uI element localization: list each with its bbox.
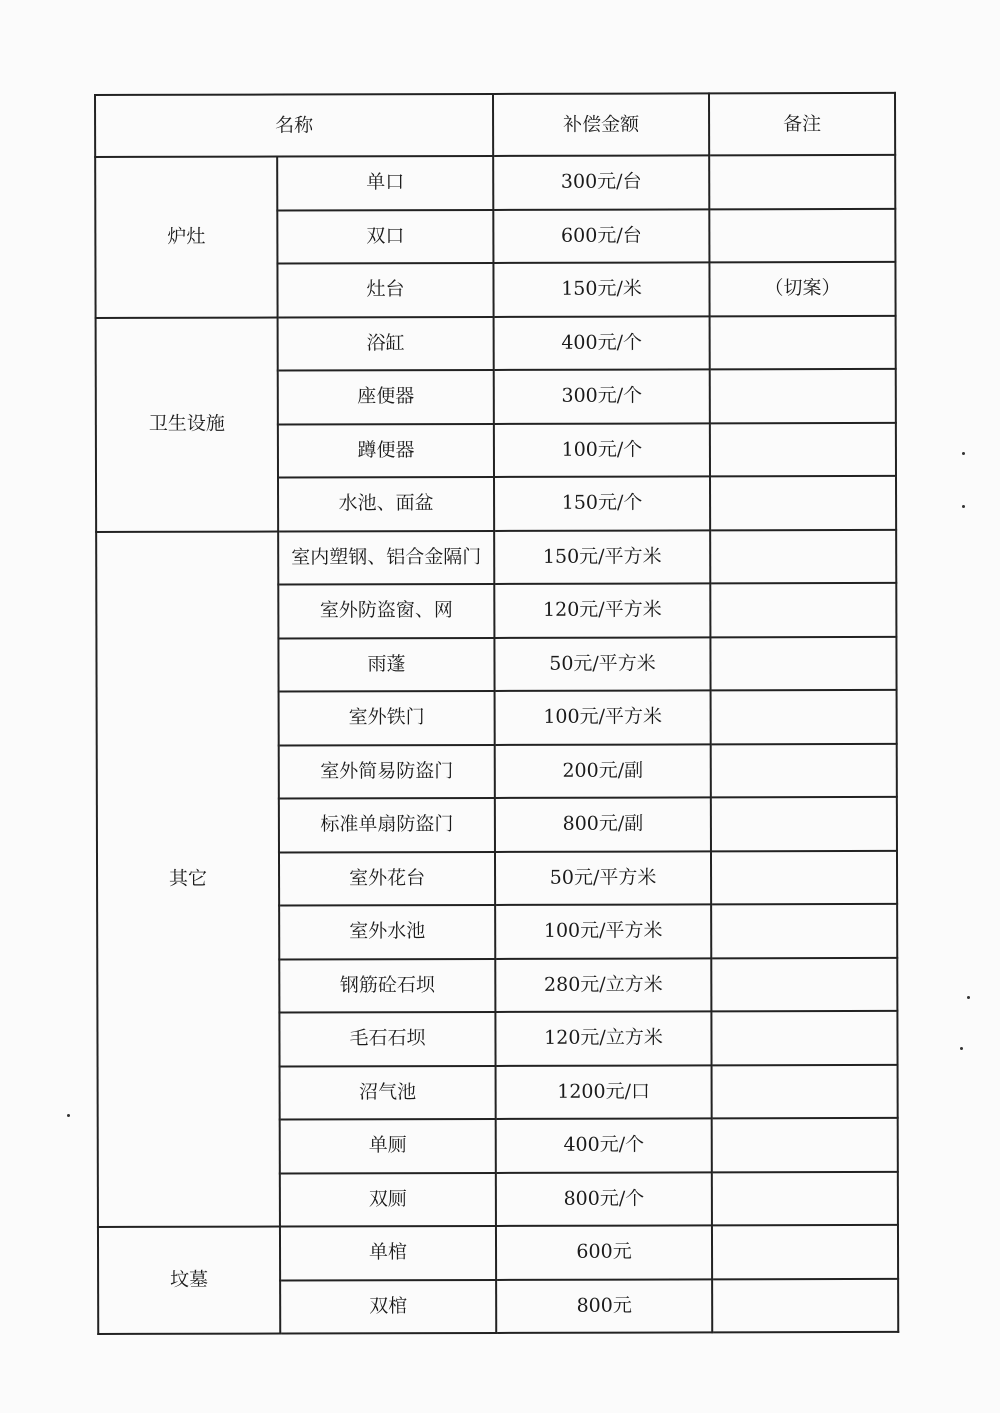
amount-cell: 120元/平方米 (494, 583, 710, 637)
scan-speck (960, 1047, 963, 1050)
item-cell: 蹲便器 (278, 423, 494, 477)
table-body (95, 93, 898, 1334)
note-cell (709, 208, 895, 262)
item-cell: 室外铁门 (279, 691, 495, 745)
amount-cell: 100元/平方米 (495, 690, 711, 744)
note-cell (711, 904, 897, 958)
scan-speck (67, 1114, 70, 1117)
amount-cell: 50元/平方米 (495, 851, 711, 905)
note-cell (711, 690, 897, 744)
amount-cell: 800元/副 (495, 797, 711, 851)
scan-speck (967, 996, 970, 999)
item-cell: 灶台 (277, 263, 493, 317)
header-name: 名称 (95, 94, 493, 157)
amount-cell: 200元/副 (495, 744, 711, 798)
note-cell (712, 1171, 898, 1225)
category-cell: 坟墓 (98, 1227, 280, 1334)
item-cell: 座便器 (278, 370, 494, 424)
scan-speck (962, 505, 965, 508)
item-cell: 双厕 (280, 1172, 496, 1226)
note-cell (709, 155, 895, 209)
category-cell: 炉灶 (95, 157, 277, 318)
table-header-row (95, 93, 895, 157)
note-cell (710, 422, 896, 476)
amount-cell: 1200元/口 (496, 1065, 712, 1119)
item-cell: 单厕 (280, 1119, 496, 1173)
compensation-table (94, 92, 899, 1335)
item-cell: 水池、面盆 (278, 477, 494, 531)
amount-cell: 400元/个 (494, 316, 710, 370)
item-cell: 室外防盗窗、网 (278, 584, 494, 638)
note-cell (711, 1011, 897, 1065)
category-cell: 其它 (96, 531, 280, 1227)
note-cell: （切案） (709, 262, 895, 316)
note-cell (711, 957, 897, 1011)
amount-cell: 280元/立方米 (495, 958, 711, 1012)
header-note: 备注 (709, 93, 895, 155)
category-cell: 卫生设施 (96, 317, 279, 531)
item-cell: 室内塑钢、铝合金隔门 (278, 530, 494, 584)
header-amount: 补偿金额 (493, 93, 709, 156)
table-row (95, 155, 895, 211)
item-cell: 毛石石坝 (279, 1012, 495, 1066)
amount-cell: 120元/立方米 (495, 1011, 711, 1065)
note-cell (712, 1118, 898, 1172)
note-cell (712, 1225, 898, 1279)
note-cell (712, 1278, 898, 1332)
amount-cell: 150元/平方米 (494, 530, 710, 584)
item-cell: 室外简易防盗门 (279, 744, 495, 798)
item-cell: 沼气池 (280, 1065, 496, 1119)
item-cell: 钢筋砼石坝 (279, 958, 495, 1012)
item-cell: 标准单扇防盗门 (279, 798, 495, 852)
amount-cell: 600元 (496, 1225, 712, 1279)
amount-cell: 300元/个 (494, 369, 710, 423)
item-cell: 单棺 (280, 1226, 496, 1280)
amount-cell: 400元/个 (496, 1118, 712, 1172)
amount-cell: 100元/个 (494, 423, 710, 477)
note-cell (710, 369, 896, 423)
amount-cell: 50元/平方米 (494, 637, 710, 691)
amount-cell: 150元/个 (494, 476, 710, 530)
amount-cell: 300元/台 (493, 155, 709, 209)
item-cell: 双口 (277, 209, 493, 263)
amount-cell: 100元/平方米 (495, 904, 711, 958)
item-cell: 室外水池 (279, 905, 495, 959)
item-cell: 双棺 (280, 1279, 496, 1333)
note-cell (710, 583, 896, 637)
note-cell (710, 315, 896, 369)
amount-cell: 150元/米 (493, 262, 709, 316)
note-cell (712, 1064, 898, 1118)
scan-speck (962, 452, 965, 455)
item-cell: 雨蓬 (278, 637, 494, 691)
note-cell (711, 743, 897, 797)
note-cell (711, 850, 897, 904)
item-cell: 室外花台 (279, 851, 495, 905)
amount-cell: 800元 (496, 1279, 712, 1333)
note-cell (710, 636, 896, 690)
note-cell (710, 529, 896, 583)
table-row (96, 315, 896, 371)
item-cell: 单口 (277, 156, 493, 210)
note-cell (711, 797, 897, 851)
table-row (98, 1225, 898, 1281)
table-row (96, 529, 896, 585)
amount-cell: 800元/个 (496, 1172, 712, 1226)
item-cell: 浴缸 (278, 316, 494, 370)
note-cell (710, 476, 896, 530)
amount-cell: 600元/台 (493, 209, 709, 263)
